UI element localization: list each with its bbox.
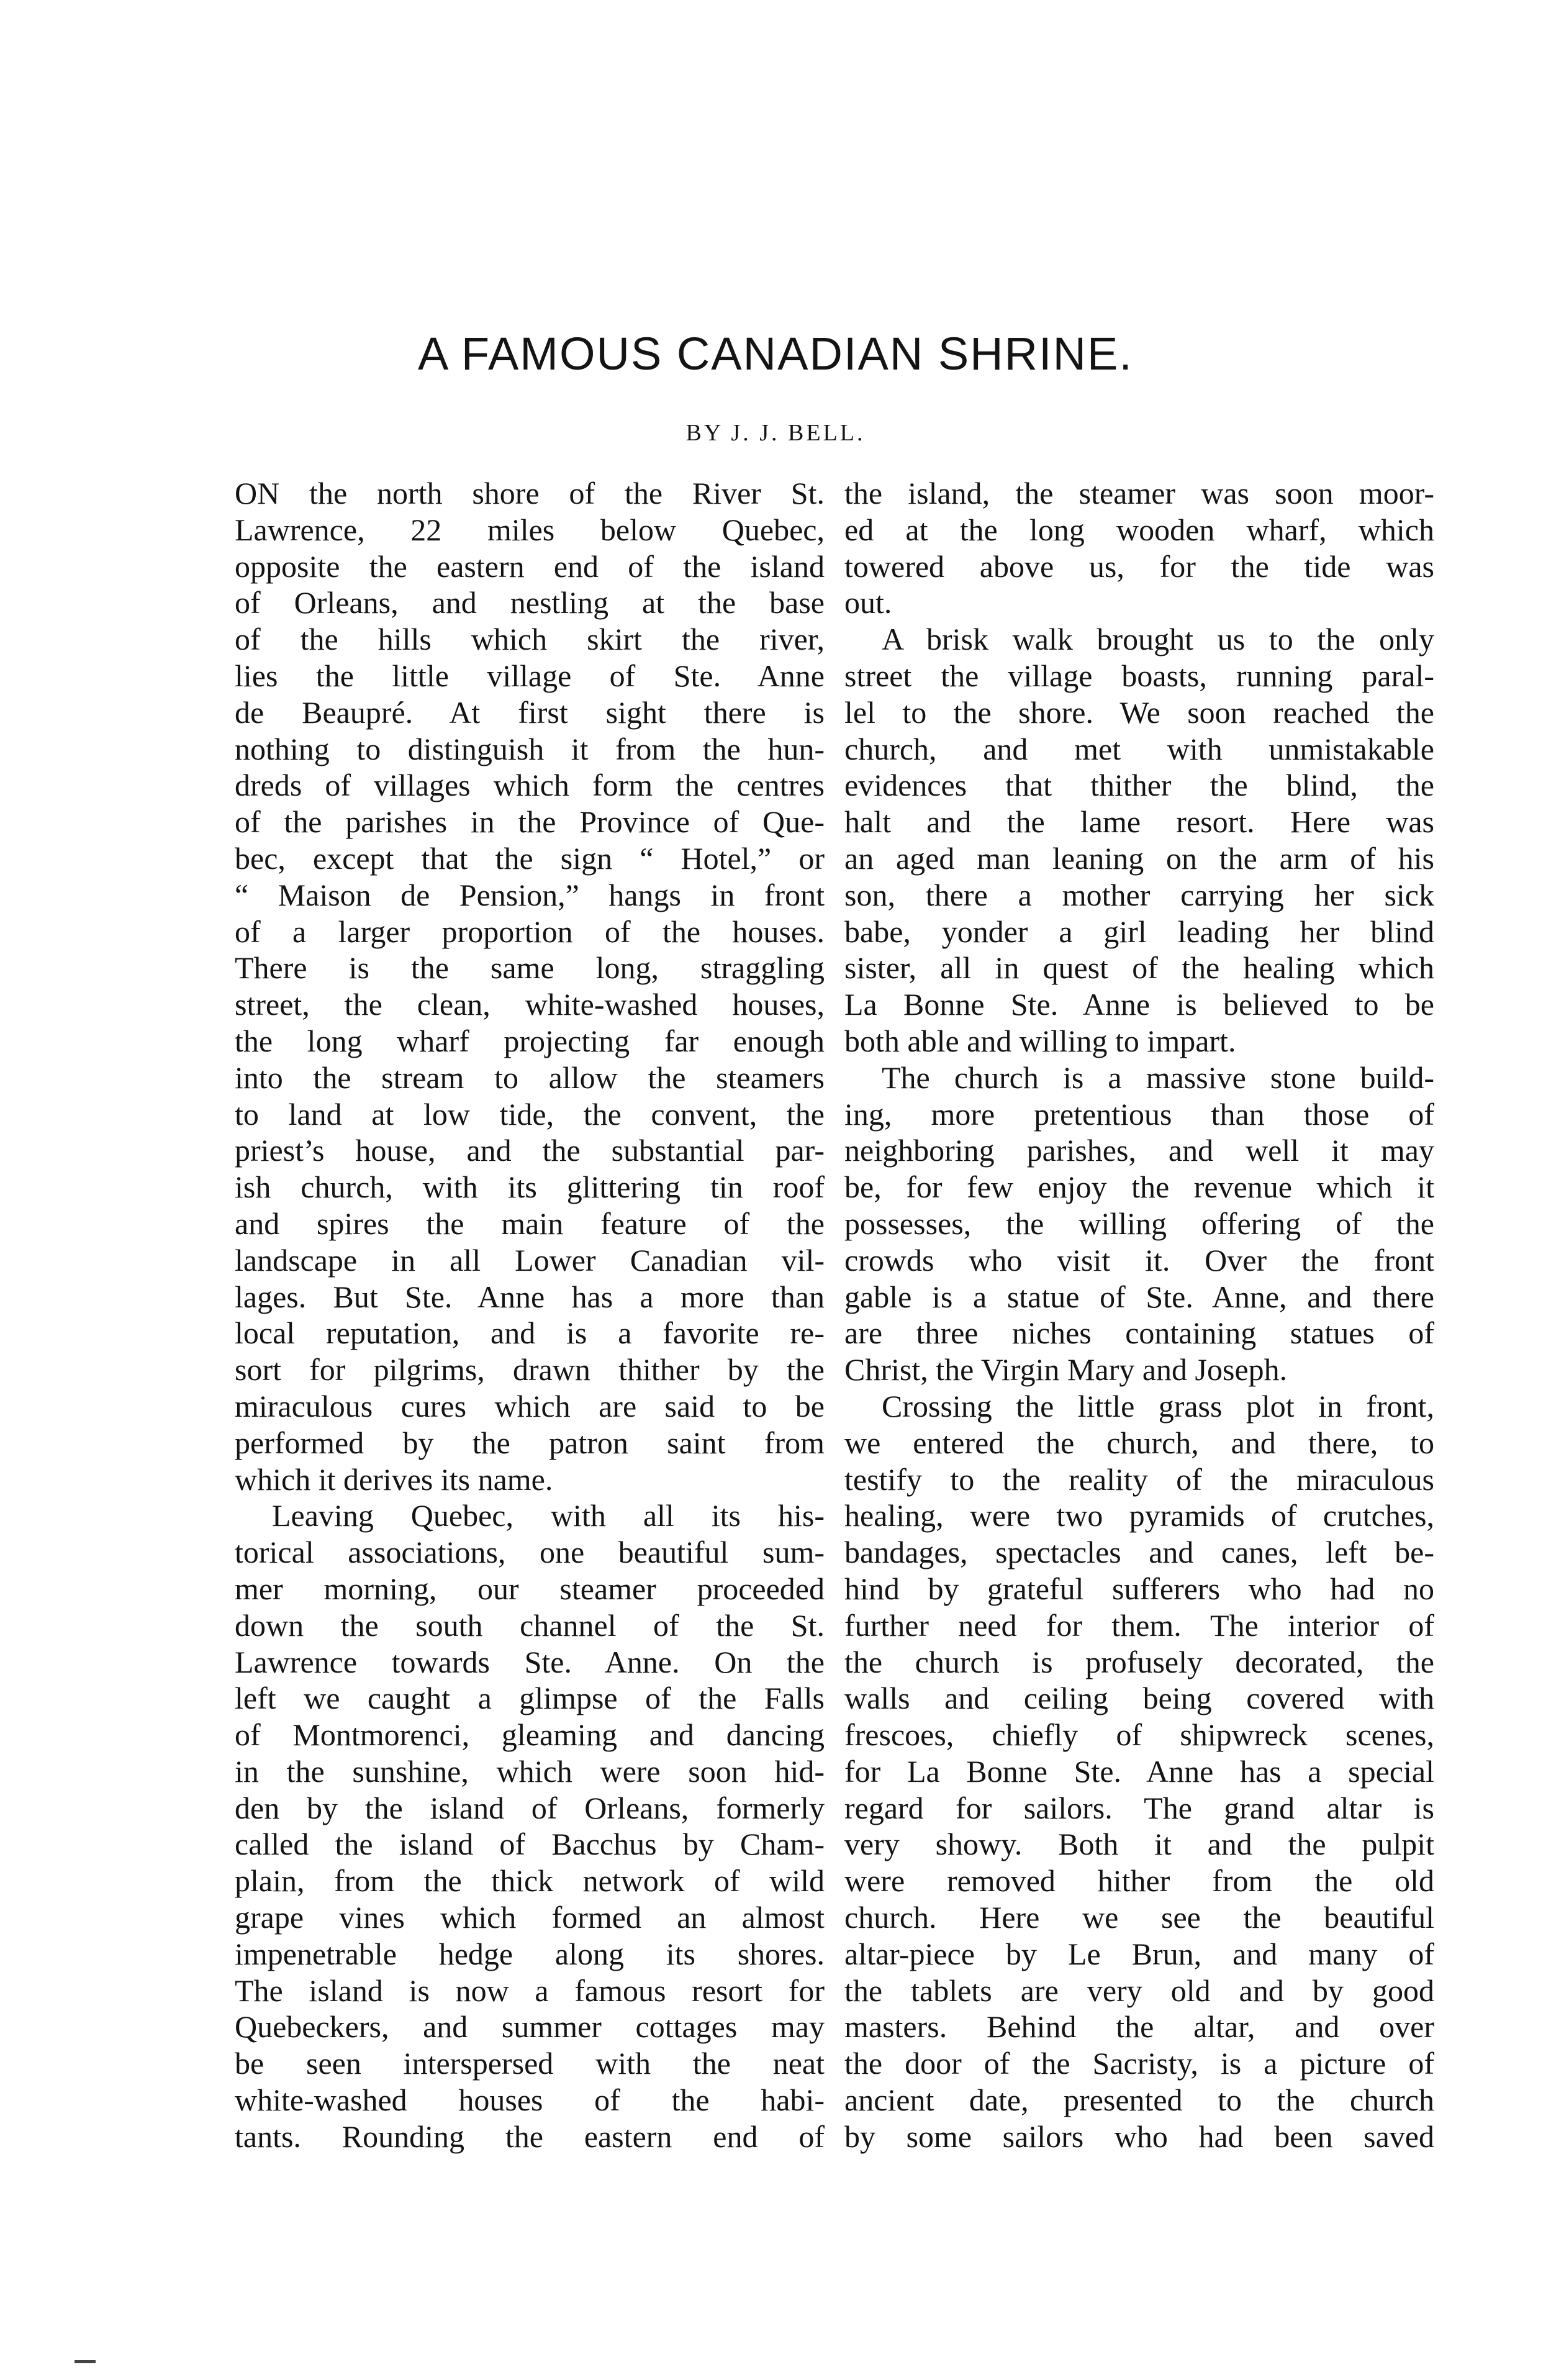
text-line: frescoes, chiefly of shipwreck scenes,	[844, 1717, 1434, 1753]
text-line: lel to the shore. We soon reached the	[844, 694, 1434, 730]
article-byline: BY J. J. BELL.	[685, 420, 866, 446]
text-line: Christ, the Virgin Mary and Joseph.	[844, 1352, 1288, 1388]
text-line: ish church, with its glittering tin roof	[235, 1170, 825, 1205]
text-line: both able and willing to impart.	[844, 1023, 1236, 1058]
text-line: ON the north shore of the River St.	[235, 476, 825, 511]
text-line: by some sailors who had been saved	[844, 2119, 1434, 2154]
text-line: called the island of Bacchus by Cham-	[235, 1827, 825, 1862]
text-line: grape vines which formed an almost	[235, 1900, 825, 1935]
text-line: the church is profusely decorated, the	[844, 1644, 1434, 1679]
text-line: priest’s house, and the substantial par-	[235, 1133, 825, 1168]
page-edge-mark	[75, 2360, 96, 2363]
text-line: out.	[844, 585, 892, 620]
text-line: for La Bonne Ste. Anne has a special	[844, 1753, 1434, 1789]
text-line: sort for pilgrims, drawn thither by the	[235, 1352, 825, 1388]
text-line: of the hills which skirt the river,	[235, 622, 825, 657]
text-line: A brisk walk brought us to the only	[882, 622, 1434, 657]
text-line: healing, were two pyramids of crutches,	[844, 1498, 1434, 1533]
text-line: church, and met with unmistakable	[844, 731, 1434, 766]
text-line: den by the island of Orleans, formerly	[235, 1790, 825, 1825]
text-line: street the village boasts, running paral-	[844, 658, 1434, 693]
article-title: A FAMOUS CANADIAN SHRINE.	[418, 328, 1133, 379]
text-line: testify to the reality of the miraculous	[844, 1461, 1434, 1497]
text-line: landscape in all Lower Canadian vil-	[235, 1242, 825, 1278]
text-line: very showy. Both it and the pulpit	[844, 1827, 1434, 1862]
text-line: La Bonne Ste. Anne is believed to be	[844, 987, 1434, 1022]
text-line: bec, except that the sign “ Hotel,” or	[235, 840, 825, 876]
text-line: and spires the main feature of the	[235, 1206, 825, 1241]
text-line: church. Here we see the beautiful	[844, 1900, 1434, 1935]
text-line: walls and ceiling being covered with	[844, 1681, 1434, 1716]
text-line: The island is now a famous resort for	[235, 1973, 825, 2008]
right-column	[844, 475, 1434, 2155]
text-line: are three niches containing statues of	[844, 1315, 1434, 1351]
text-line: be, for few enjoy the revenue which it	[844, 1170, 1434, 1205]
text-line: Lawrence towards Ste. Anne. On the	[235, 1644, 825, 1679]
text-line: to land at low tide, the convent, the	[235, 1096, 825, 1132]
text-line: we entered the church, and there, to	[844, 1425, 1434, 1460]
text-line: performed by the patron saint from	[235, 1425, 825, 1460]
text-line: Crossing the little grass plot in front,	[882, 1388, 1434, 1424]
text-line: were removed hither from the old	[844, 1863, 1434, 1899]
text-line: nothing to distinguish it from the hun-	[235, 731, 825, 766]
text-line: lages. But Ste. Anne has a more than	[235, 1279, 825, 1314]
text-line: down the south channel of the St.	[235, 1607, 825, 1643]
text-line: “ Maison de Pension,” hangs in front	[235, 877, 825, 912]
text-line: ing, more pretentious than those of	[844, 1096, 1434, 1132]
text-line: hind by grateful sufferers who had no	[844, 1571, 1434, 1606]
text-line: towered above us, for the tide was	[844, 548, 1434, 584]
text-line: lies the little village of Ste. Anne	[235, 658, 825, 693]
text-line: masters. Behind the altar, and over	[844, 2009, 1434, 2045]
text-line: de Beaupré. At first sight there is	[235, 694, 825, 730]
text-line: neighboring parishes, and well it may	[844, 1133, 1434, 1168]
text-line: Quebeckers, and summer cottages may	[235, 2009, 825, 2045]
text-line: white-washed houses of the habi-	[235, 2082, 825, 2118]
text-line: which it derives its name.	[235, 1461, 553, 1497]
text-line: mer morning, our steamer proceeded	[235, 1571, 825, 1606]
text-line: be seen interspersed with the neat	[235, 2046, 825, 2081]
left-column	[235, 475, 825, 2155]
text-line: altar-piece by Le Brun, and many of	[844, 1936, 1434, 1971]
text-line: There is the same long, straggling	[235, 950, 825, 986]
text-line: gable is a statue of Ste. Anne, and there	[844, 1279, 1434, 1314]
text-line: Leaving Quebec, with all its his-	[272, 1498, 825, 1533]
text-line: son, there a mother carrying her sick	[844, 877, 1434, 912]
text-line: The church is a massive stone build-	[882, 1060, 1434, 1095]
text-line: bandages, spectacles and canes, left be-	[844, 1535, 1434, 1570]
text-line: Lawrence, 22 miles below Quebec,	[235, 512, 825, 547]
text-line: the door of the Sacristy, is a picture of	[844, 2046, 1434, 2081]
text-line: possesses, the willing offering of the	[844, 1206, 1434, 1241]
text-line: ed at the long wooden wharf, which	[844, 512, 1434, 547]
text-line: torical associations, one beautiful sum-	[235, 1535, 825, 1570]
text-line: the island, the steamer was soon moor-	[844, 476, 1434, 511]
text-line: of Montmorenci, gleaming and dancing	[235, 1717, 825, 1753]
text-line: sister, all in quest of the healing which	[844, 950, 1434, 986]
text-line: of Orleans, and nestling at the base	[235, 585, 825, 620]
text-line: miraculous cures which are said to be	[235, 1388, 825, 1424]
text-line: regard for sailors. The grand altar is	[844, 1790, 1434, 1825]
text-line: of the parishes in the Province of Que-	[235, 804, 825, 840]
text-line: of a larger proportion of the houses.	[235, 914, 825, 949]
text-line: the long wharf projecting far enough	[235, 1023, 825, 1058]
text-line: halt and the lame resort. Here was	[844, 804, 1434, 840]
text-line: impenetrable hedge along its shores.	[235, 1936, 825, 1971]
text-line: ancient date, presented to the church	[844, 2082, 1434, 2118]
text-line: in the sunshine, which were soon hid-	[235, 1753, 825, 1789]
text-line: an aged man leaning on the arm of his	[844, 840, 1434, 876]
text-line: left we caught a glimpse of the Falls	[235, 1681, 825, 1716]
text-line: the tablets are very old and by good	[844, 1973, 1434, 2008]
text-line: babe, yonder a girl leading her blind	[844, 914, 1434, 949]
text-line: tants. Rounding the eastern end of	[235, 2119, 825, 2154]
text-line: into the stream to allow the steamers	[235, 1060, 825, 1095]
text-line: local reputation, and is a favorite re-	[235, 1315, 825, 1351]
text-line: opposite the eastern end of the island	[235, 548, 825, 584]
text-line: dreds of villages which form the centres	[235, 768, 825, 803]
text-line: evidences that thither the blind, the	[844, 768, 1434, 803]
text-line: plain, from the thick network of wild	[235, 1863, 825, 1899]
text-line: crowds who visit it. Over the front	[844, 1242, 1434, 1278]
text-line: street, the clean, white-washed houses,	[235, 987, 825, 1022]
text-line: further need for them. The interior of	[844, 1607, 1434, 1643]
